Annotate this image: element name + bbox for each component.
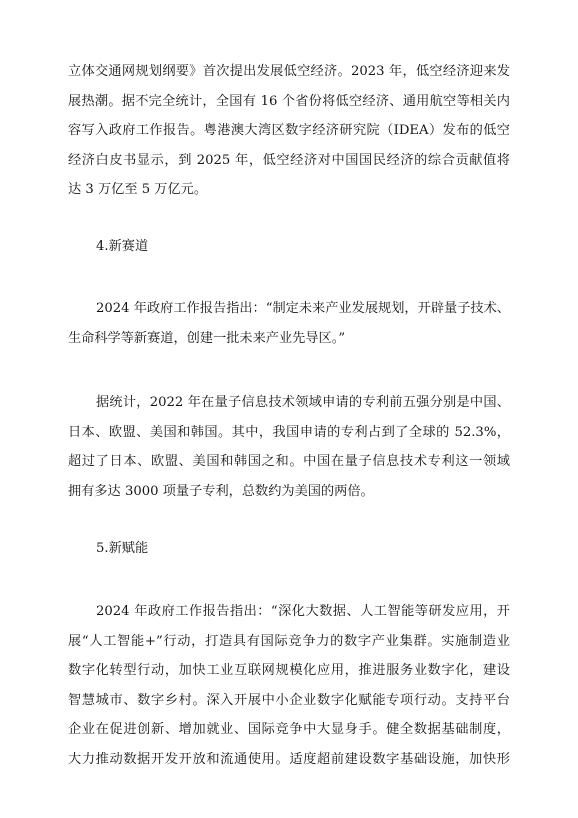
- text-line: 2024 年政府工作报告指出：“深化大数据、人工智能等研发应用，开: [96, 604, 510, 619]
- text-line: 展热潮。据不完全统计，全国有 16 个省份将低空经济、通用航空等相关内: [68, 93, 510, 109]
- section-heading: 4.新赛道: [96, 239, 149, 254]
- text-line: 日本、欧盟、美国和韩国。其中，我国申请的专利占到了全球的 52.3%，: [68, 424, 510, 440]
- text-line: 达 3 万亿至 5 万亿元。: [68, 182, 208, 198]
- paragraph-low-altitude-economy: [68, 57, 510, 205]
- paragraph-government-report-quote: [68, 294, 510, 353]
- text-line: 企业在促进创新、增加就业、国际竞争中大显身手。健全数据基础制度，: [68, 722, 510, 738]
- text-line: 数字化转型行动，加快工业互联网规模化应用，推进服务业数字化，建设: [68, 663, 510, 679]
- section-heading: 5.新赋能: [96, 541, 149, 556]
- paragraph-digital-empowerment: [68, 597, 510, 775]
- text-line: 经济白皮书显示，到 2025 年，低空经济对中国国民经济的综合贡献值将: [68, 152, 510, 168]
- text-line: 立体交通网规划纲要》首次提出发展低空经济。2023 年，低空经济迎来发: [68, 64, 510, 79]
- paragraph-quantum-patents: [68, 388, 510, 506]
- text-line: 展“人工智能+”行动，打造具有国际竞争力的数字产业集群。实施制造业: [68, 633, 510, 649]
- text-line: 生命科学等新赛道，创建一批未来产业先导区。”: [68, 330, 346, 346]
- text-line: 大力推动数据开发开放和流通使用。适度超前建设数字基础设施，加快形: [68, 751, 510, 767]
- text-line: 智慧城市、数字乡村。深入开展中小企业数字化赋能专项行动。支持平台: [68, 692, 510, 708]
- text-line: 2024 年政府工作报告指出：“制定未来产业发展规划，开辟量子技术、: [96, 301, 510, 316]
- text-line: 超过了日本、欧盟、美国和韩国之和。中国在量子信息技术专利这一领域: [68, 454, 510, 470]
- text-line: 拥有多达 3000 项量子专利，总数约为美国的两倍。: [68, 483, 374, 499]
- text-line: 容写入政府工作报告。粤港澳大湾区数字经济研究院（IDEA）发布的低空: [68, 123, 510, 139]
- text-line: 据统计，2022 年在量子信息技术领域申请的专利前五强分别是中国、: [96, 395, 510, 410]
